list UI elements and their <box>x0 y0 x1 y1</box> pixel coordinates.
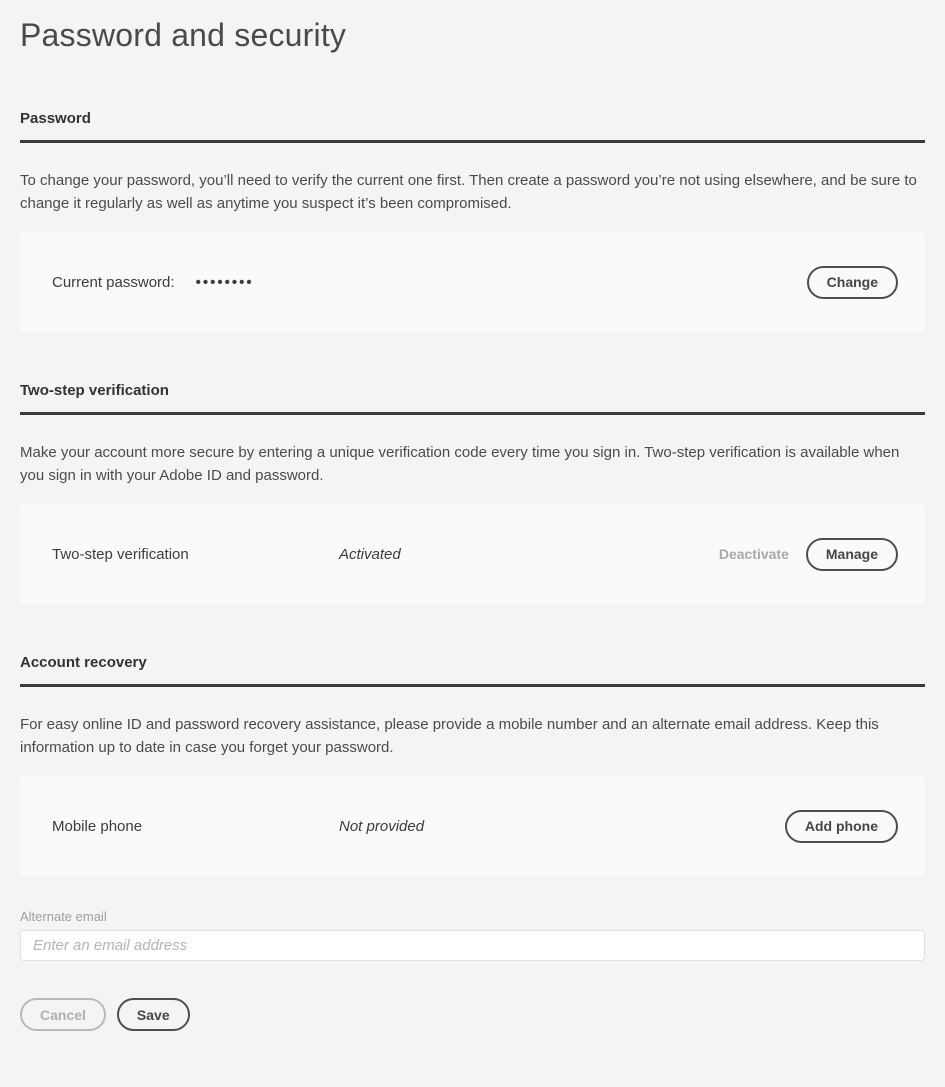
masked-password-value: •••••••• <box>195 273 254 291</box>
section-divider <box>20 140 925 143</box>
alternate-email-field-block <box>20 909 925 961</box>
two-step-section <box>20 382 925 604</box>
mobile-phone-status: Not provided <box>339 817 425 835</box>
account-recovery-heading: Account recovery <box>20 654 147 671</box>
current-password-card <box>20 232 925 332</box>
alternate-email-label: Alternate email <box>20 909 107 924</box>
section-divider <box>20 684 925 687</box>
account-recovery-section <box>20 654 925 961</box>
password-section-description: To change your password, you’ll need to verify the current one first. Then create a password you’re not using elsewhere, and be sure to change it regularly as well as anytime you suspect it’s been compromised. <box>20 172 917 212</box>
footer-actions <box>20 998 925 1031</box>
two-step-row-label: Two-step verification <box>52 545 189 563</box>
page-title: Password and security <box>20 17 347 53</box>
mobile-phone-card <box>20 776 925 876</box>
password-section-heading: Password <box>20 110 91 127</box>
two-step-status: Activated <box>339 545 401 563</box>
cancel-button[interactable]: Cancel <box>20 998 106 1031</box>
current-password-label: Current password: <box>52 273 175 291</box>
mobile-phone-label: Mobile phone <box>52 817 143 835</box>
add-phone-button[interactable]: Add phone <box>785 810 898 843</box>
two-step-section-heading: Two-step verification <box>20 382 169 399</box>
manage-two-step-button[interactable]: Manage <box>806 538 898 571</box>
save-button[interactable]: Save <box>117 998 190 1031</box>
two-step-section-description: Make your account more secure by entering a unique verification code every time you sign in. Two-step verification is available when you sign in with your Adobe ID and password. <box>20 444 900 484</box>
account-recovery-description: For easy online ID and password recovery assistance, please provide a mobile number and an alternate email address. Keep this information up to date in case you forget your password. <box>20 716 879 756</box>
two-step-card <box>20 504 925 604</box>
password-section <box>20 110 925 332</box>
section-divider <box>20 412 925 415</box>
change-password-button[interactable]: Change <box>807 266 898 299</box>
deactivate-link[interactable]: Deactivate <box>718 546 789 562</box>
alternate-email-input[interactable] <box>20 930 925 961</box>
